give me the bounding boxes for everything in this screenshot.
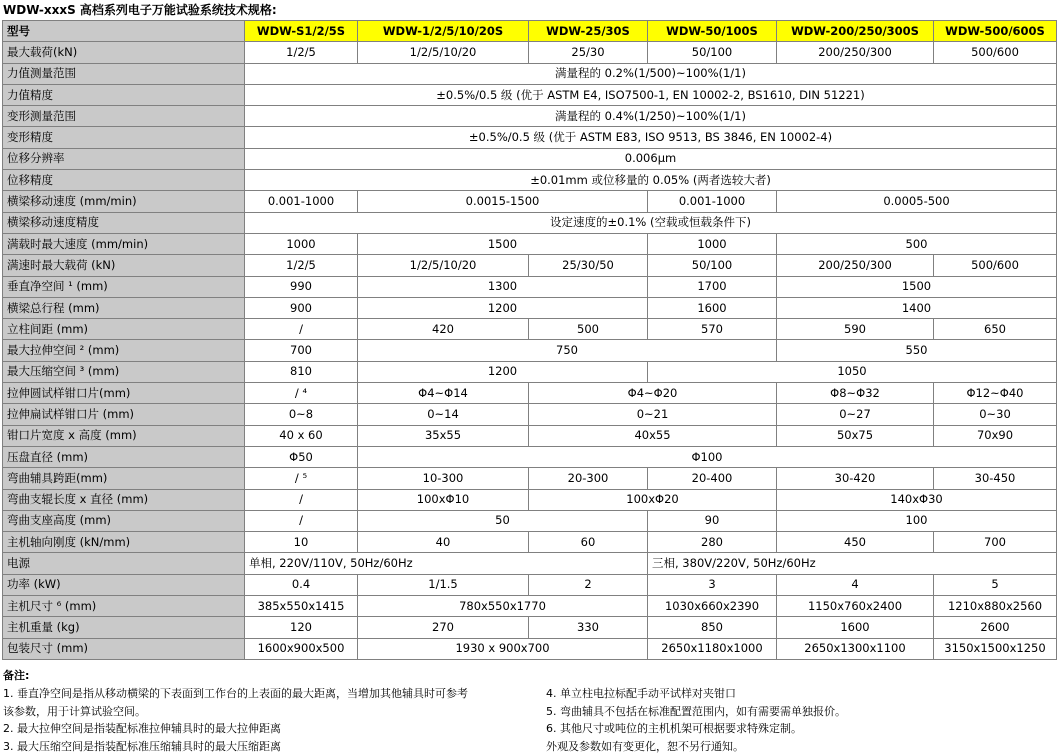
- spec-row: [3, 425, 1057, 446]
- spec-row: [3, 42, 1057, 63]
- spec-value-cell: 900: [245, 297, 358, 318]
- spec-value-cell: 1200: [358, 297, 648, 318]
- spec-row: [3, 84, 1057, 105]
- row-label: 钳口片宽度 x 高度 (mm): [3, 425, 245, 446]
- spec-value-cell: 20-400: [648, 468, 777, 489]
- row-label: 弯曲支座高度 (mm): [3, 510, 245, 531]
- spec-value-cell: 450: [777, 532, 934, 553]
- header-row: [3, 21, 1057, 42]
- row-label: 力值精度: [3, 84, 245, 105]
- spec-value-cell: Φ12~Φ40: [934, 383, 1057, 404]
- spec-value-cell: 1000: [245, 233, 358, 254]
- spec-value-cell: 1500: [358, 233, 648, 254]
- row-label: 位移分辨率: [3, 148, 245, 169]
- spec-value-cell: 280: [648, 532, 777, 553]
- row-label: 变形精度: [3, 127, 245, 148]
- spec-value-cell: 5: [934, 574, 1057, 595]
- spec-value-cell: Φ4~Φ20: [529, 383, 777, 404]
- notes-title: 备注:: [3, 668, 1057, 684]
- spec-row: [3, 233, 1057, 254]
- spec-row: [3, 212, 1057, 233]
- spec-row: [3, 553, 1057, 574]
- row-label: 弯曲支辊长度 x 直径 (mm): [3, 489, 245, 510]
- spec-value-cell: 1/2/5/10/20: [358, 255, 529, 276]
- spec-value-cell: 1500: [777, 276, 1057, 297]
- spec-value-cell: ±0.5%/0.5 级 (优于 ASTM E83, ISO 9513, BS 3846, EN 10002-4): [245, 127, 1057, 148]
- spec-row: [3, 255, 1057, 276]
- row-label: 拉伸扁试样钳口片 (mm): [3, 404, 245, 425]
- spec-row: [3, 617, 1057, 638]
- spec-value-cell: 0~21: [529, 404, 777, 425]
- row-label: 横梁总行程 (mm): [3, 297, 245, 318]
- model-header: WDW-S1/2/5S: [245, 21, 358, 42]
- row-label: 功率 (kW): [3, 574, 245, 595]
- spec-value-cell: 0~14: [358, 404, 529, 425]
- spec-value-cell: 200/250/300: [777, 42, 934, 63]
- spec-row: [3, 468, 1057, 489]
- spec-value-cell: /: [245, 510, 358, 531]
- spec-row: [3, 596, 1057, 617]
- spec-value-cell: / ⁴: [245, 383, 358, 404]
- row-label: 立柱间距 (mm): [3, 319, 245, 340]
- note-item: 2. 最大拉伸空间是指装配标准拉伸辅具时的最大拉伸距离: [3, 720, 543, 738]
- spec-value-cell: 990: [245, 276, 358, 297]
- note-item: 外观及参数如有变更化，恕不另行通知。: [546, 738, 1046, 755]
- spec-value-cell: 0.0015-1500: [358, 191, 648, 212]
- spec-value-cell: 1600x900x500: [245, 638, 358, 659]
- notes-left-column: [3, 685, 543, 755]
- spec-value-cell: 0.006μm: [245, 148, 1057, 169]
- spec-value-cell: 0~30: [934, 404, 1057, 425]
- spec-value-cell: 0~8: [245, 404, 358, 425]
- row-label: 主机尺寸 ⁶ (mm): [3, 596, 245, 617]
- spec-value-cell: 330: [529, 617, 648, 638]
- spec-value-cell: 140xΦ30: [777, 489, 1057, 510]
- spec-value-cell: 100xΦ20: [529, 489, 777, 510]
- row-label: 主机重量 (kg): [3, 617, 245, 638]
- spec-value-cell: 40: [358, 532, 529, 553]
- spec-value-cell: 1930 x 900x700: [358, 638, 648, 659]
- spec-row: [3, 489, 1057, 510]
- spec-value-cell: 100: [777, 510, 1057, 531]
- spec-value-cell: Φ100: [358, 446, 1057, 467]
- model-header: WDW-25/30S: [529, 21, 648, 42]
- spec-value-cell: 1050: [648, 361, 1057, 382]
- spec-value-cell: 40x55: [529, 425, 777, 446]
- page-title: WDW-xxxS 高档系列电子万能试验系统技术规格:: [3, 1, 277, 18]
- spec-value-cell: 25/30: [529, 42, 648, 63]
- spec-value-cell: 500/600: [934, 42, 1057, 63]
- spec-value-cell: 20-300: [529, 468, 648, 489]
- row-label: 满载时最大速度 (mm/min): [3, 233, 245, 254]
- spec-value-cell: /: [245, 489, 358, 510]
- spec-value-cell: 1210x880x2560: [934, 596, 1057, 617]
- note-item: 该参数，用于计算试验空间。: [3, 703, 543, 721]
- spec-value-cell: 570: [648, 319, 777, 340]
- row-label: 弯曲辅具跨距(mm): [3, 468, 245, 489]
- spec-value-cell: 单相, 220V/110V, 50Hz/60Hz: [245, 553, 648, 574]
- spec-value-cell: 120: [245, 617, 358, 638]
- spec-value-cell: 70x90: [934, 425, 1057, 446]
- spec-row: [3, 404, 1057, 425]
- spec-value-cell: 750: [358, 340, 777, 361]
- spec-row: [3, 532, 1057, 553]
- spec-value-cell: 3150x1500x1250: [934, 638, 1057, 659]
- spec-value-cell: ±0.5%/0.5 级 (优于 ASTM E4, ISO7500-1, EN 10002-2, BS1610, DIN 51221): [245, 84, 1057, 105]
- spec-value-cell: 700: [245, 340, 358, 361]
- spec-value-cell: 850: [648, 617, 777, 638]
- spec-value-cell: 420: [358, 319, 529, 340]
- spec-value-cell: 30-420: [777, 468, 934, 489]
- spec-value-cell: 500: [777, 233, 1057, 254]
- spec-value-cell: 4: [777, 574, 934, 595]
- spec-row: [3, 106, 1057, 127]
- note-item: 3. 最大压缩空间是指装配标准压缩辅具时的最大压缩距离: [3, 738, 543, 755]
- header-label: 型号: [3, 21, 245, 42]
- spec-value-cell: /: [245, 319, 358, 340]
- spec-value-cell: 780x550x1770: [358, 596, 648, 617]
- spec-value-cell: 1600: [648, 297, 777, 318]
- spec-value-cell: 2650x1180x1000: [648, 638, 777, 659]
- row-label: 主机轴向刚度 (kN/mm): [3, 532, 245, 553]
- note-item: 1. 垂直净空间是指从移动横梁的下表面到工作台的上表面的最大距离，当增加其他辅具时可参考: [3, 685, 543, 703]
- spec-value-cell: 1030x660x2390: [648, 596, 777, 617]
- spec-value-cell: 0.001-1000: [648, 191, 777, 212]
- spec-value-cell: 1/1.5: [358, 574, 529, 595]
- spec-value-cell: 3: [648, 574, 777, 595]
- spec-value-cell: 10-300: [358, 468, 529, 489]
- spec-row: [3, 383, 1057, 404]
- spec-row: [3, 361, 1057, 382]
- spec-value-cell: 50: [358, 510, 648, 531]
- row-label: 最大载荷(kN): [3, 42, 245, 63]
- spec-value-cell: 0.4: [245, 574, 358, 595]
- spec-value-cell: 1300: [358, 276, 648, 297]
- spec-value-cell: ±0.01mm 或位移量的 0.05% (两者选较大者): [245, 170, 1057, 191]
- spec-value-cell: 1200: [358, 361, 648, 382]
- spec-value-cell: 满量程的 0.4%(1/250)~100%(1/1): [245, 106, 1057, 127]
- spec-value-cell: 2600: [934, 617, 1057, 638]
- spec-value-cell: 10: [245, 532, 358, 553]
- spec-value-cell: 1400: [777, 297, 1057, 318]
- row-label: 力值测量范围: [3, 63, 245, 84]
- row-label: 最大拉伸空间 ² (mm): [3, 340, 245, 361]
- spec-value-cell: 0~27: [777, 404, 934, 425]
- spec-value-cell: 810: [245, 361, 358, 382]
- row-label: 拉伸圆试样钳口片(mm): [3, 383, 245, 404]
- spec-row: [3, 319, 1057, 340]
- row-label: 变形测量范围: [3, 106, 245, 127]
- model-header: WDW-50/100S: [648, 21, 777, 42]
- row-label: 位移精度: [3, 170, 245, 191]
- spec-row: [3, 340, 1057, 361]
- row-label: 最大压缩空间 ³ (mm): [3, 361, 245, 382]
- spec-row: [3, 297, 1057, 318]
- spec-value-cell: 1/2/5: [245, 255, 358, 276]
- spec-value-cell: 500/600: [934, 255, 1057, 276]
- spec-value-cell: 700: [934, 532, 1057, 553]
- note-item: 6. 其他尺寸或吨位的主机机架可根据要求特殊定制。: [546, 720, 1046, 738]
- spec-value-cell: 1000: [648, 233, 777, 254]
- spec-row: [3, 574, 1057, 595]
- spec-row: [3, 148, 1057, 169]
- spec-value-cell: 40 x 60: [245, 425, 358, 446]
- row-label: 横梁移动速度 (mm/min): [3, 191, 245, 212]
- spec-row: [3, 638, 1057, 659]
- spec-value-cell: 200/250/300: [777, 255, 934, 276]
- spec-row: [3, 63, 1057, 84]
- spec-value-cell: 35x55: [358, 425, 529, 446]
- spec-row: [3, 276, 1057, 297]
- spec-value-cell: 1600: [777, 617, 934, 638]
- spec-value-cell: 50/100: [648, 42, 777, 63]
- spec-row: [3, 191, 1057, 212]
- spec-table-body: [3, 21, 1057, 660]
- spec-row: [3, 446, 1057, 467]
- row-label: 压盘直径 (mm): [3, 446, 245, 467]
- model-header: WDW-200/250/300S: [777, 21, 934, 42]
- spec-row: [3, 170, 1057, 191]
- spec-value-cell: 30-450: [934, 468, 1057, 489]
- spec-value-cell: Φ8~Φ32: [777, 383, 934, 404]
- spec-value-cell: 650: [934, 319, 1057, 340]
- spec-row: [3, 127, 1057, 148]
- spec-value-cell: 1/2/5/10/20: [358, 42, 529, 63]
- spec-value-cell: 50x75: [777, 425, 934, 446]
- spec-value-cell: 0.0005-500: [777, 191, 1057, 212]
- spec-table: [2, 20, 1057, 660]
- row-label: 电源: [3, 553, 245, 574]
- spec-value-cell: Φ50: [245, 446, 358, 467]
- row-label: 满速时最大载荷 (kN): [3, 255, 245, 276]
- spec-value-cell: 90: [648, 510, 777, 531]
- spec-value-cell: 100xΦ10: [358, 489, 529, 510]
- spec-value-cell: Φ4~Φ14: [358, 383, 529, 404]
- spec-value-cell: 60: [529, 532, 648, 553]
- spec-value-cell: 2: [529, 574, 648, 595]
- row-label: 垂直净空间 ¹ (mm): [3, 276, 245, 297]
- row-label: 横梁移动速度精度: [3, 212, 245, 233]
- spec-value-cell: 385x550x1415: [245, 596, 358, 617]
- spec-value-cell: 满量程的 0.2%(1/500)~100%(1/1): [245, 63, 1057, 84]
- spec-row: [3, 510, 1057, 531]
- spec-value-cell: 1700: [648, 276, 777, 297]
- spec-value-cell: 设定速度的±0.1% (空载或恒载条件下): [245, 212, 1057, 233]
- spec-value-cell: 25/30/50: [529, 255, 648, 276]
- model-header: WDW-1/2/5/10/20S: [358, 21, 529, 42]
- spec-value-cell: 50/100: [648, 255, 777, 276]
- model-header: WDW-500/600S: [934, 21, 1057, 42]
- note-item: 4. 单立柱电拉标配手动平试样对夹钳口: [546, 685, 1046, 703]
- spec-value-cell: 三相, 380V/220V, 50Hz/60Hz: [648, 553, 1057, 574]
- row-label: 包装尺寸 (mm): [3, 638, 245, 659]
- spec-value-cell: / ⁵: [245, 468, 358, 489]
- spec-value-cell: 1/2/5: [245, 42, 358, 63]
- spec-value-cell: 2650x1300x1100: [777, 638, 934, 659]
- spec-value-cell: 500: [529, 319, 648, 340]
- notes-section: [3, 668, 1057, 684]
- spec-value-cell: 270: [358, 617, 529, 638]
- spec-value-cell: 1150x760x2400: [777, 596, 934, 617]
- notes-right-column: [546, 685, 1046, 755]
- note-item: 5. 弯曲辅具不包括在标准配置范围内，如有需要需单独报价。: [546, 703, 1046, 721]
- spec-value-cell: 590: [777, 319, 934, 340]
- spec-value-cell: 0.001-1000: [245, 191, 358, 212]
- spec-value-cell: 550: [777, 340, 1057, 361]
